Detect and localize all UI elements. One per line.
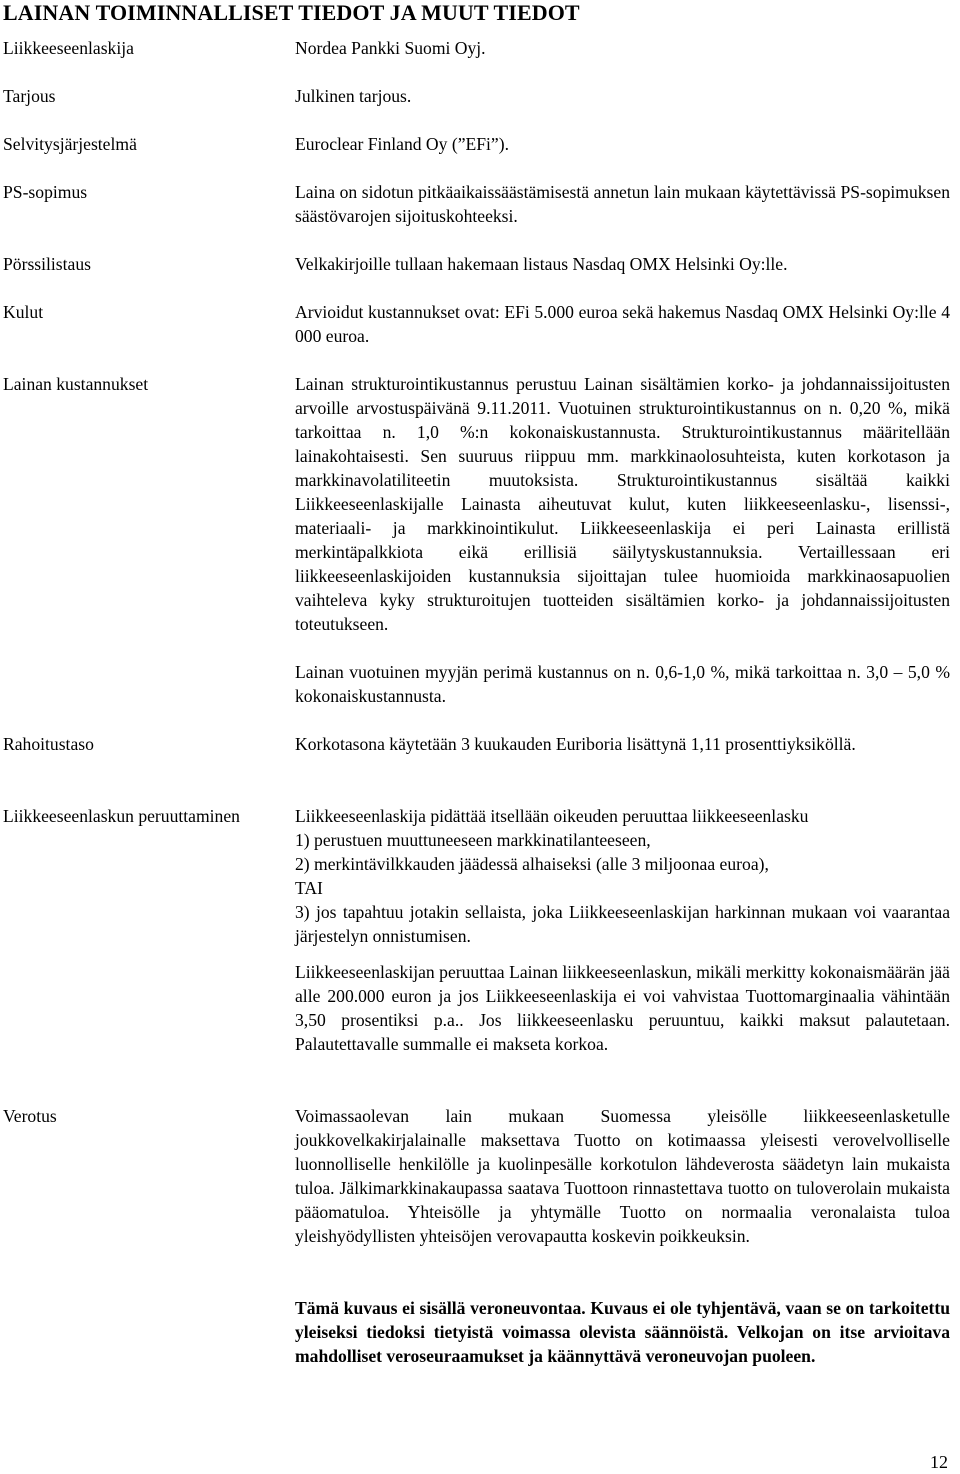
label-listing: Pörssilistaus (3, 254, 91, 274)
label-expenses: Kulut (3, 302, 44, 322)
value-cancellation-condition: Liikkeeseenlaskijan peruuttaa Lainan liikkeeseenlaskun, mikäli merkitty kokonaismäärän jää alle 200.000 euron ja jos Liikkeeseenlaskija ei voi vahvistaa Tuottomarginaalia vähintään 3,50 prosentiksi p.a.. Jos liikkeeseenlasku peruuntuu, kaikki maksut palautetaan. Palautettavalle summalle ei makseta korkoa. (295, 962, 950, 1054)
page-title: LAINAN TOIMINNALLISET TIEDOT JA MUUT TIEDOT (3, 0, 580, 25)
cancellation-item-3: 3) jos tapahtuu jotakin sellaista, joka Liikkeeseenlaskijan harkinnan mukaan voi vaarantaa järjestelyn onnistumisen. (295, 902, 950, 946)
value-funding-level: Korkotasona käytetään 3 kuukauden Euriboria lisättynä 1,11 prosenttiyksiköllä. (295, 734, 856, 754)
label-loan-costs: Lainan kustannukset (3, 374, 149, 394)
page-number: 12 (930, 1452, 948, 1472)
cancellation-item-1: 1) perustuen muuttuneeseen markkinatilanteeseen, (295, 830, 651, 850)
label-taxation: Verotus (3, 1106, 57, 1126)
label-issuer: Liikkeeseenlaskija (3, 38, 134, 58)
label-offer: Tarjous (3, 86, 56, 106)
label-clearing-system: Selvitysjärjestelmä (3, 134, 137, 154)
value-issuer: Nordea Pankki Suomi Oyj. (295, 38, 486, 58)
label-cancellation: Liikkeeseenlaskun peruuttaminen (3, 806, 240, 826)
value-loan-costs-seller: Lainan vuotuinen myyjän perimä kustannus on n. 0,6-1,0 %, mikä tarkoittaa n. 3,0 – 5,0 % kokonaiskustannusta. (295, 662, 950, 706)
value-cancellation-list (295, 804, 950, 948)
value-loan-costs: Lainan strukturointikustannus perustuu Lainan sisältämien korko- ja johdannaissijoitusten arvoille arvostuspäivänä 9.11.2011. Vuotuinen strukturointikustannus on n. 0,20 %, mikä tarkoittaa n. 1,0 %:n kokonaiskustannusta. Strukturointikustannus määritellään lainakohtaisesti. Sen suuruus riippuu mm. markkinaolosuhteista, kuten korkotason ja markkinavolatiliteetin muutoksista. Strukturointikustannus sisältää kaikki Liikkeeseenlaskijalle Lainasta aiheutuvat kulut, kuten liikkeeseenlasku-, lisenssi-, materiaali- ja markkinointikulut. Liikkeeseenlaskija ei peri Lainasta erillistä merkintäpalkkiota eikä erillisiä säilytyskustannuksia. Vertaillessaan eri liikkeeseenlaskijoiden kustannuksia sijoittajan tulee huomioida markkinaosapuolien vaihteleva kyky strukturoitujen tuotteiden sisältämien korko- ja johdannaissijoitusten toteutukseen. (295, 374, 950, 634)
value-listing: Velkakirjoille tullaan hakemaan listaus Nasdaq OMX Helsinki Oy:lle. (295, 254, 788, 274)
cancellation-or: TAI (295, 878, 323, 898)
value-ps-agreement: Laina on sidotun pitkäaikaissäästämisestä annetun lain mukaan käytettävissä PS-sopimuksen säästövarojen sijoituskohteeksi. (295, 182, 950, 226)
label-ps-agreement: PS-sopimus (3, 182, 88, 202)
value-expenses: Arvioidut kustannukset ovat: EFi 5.000 euroa sekä hakemus Nasdaq OMX Helsinki Oy:lle 4 000 euroa. (295, 302, 950, 346)
value-taxation: Voimassaolevan lain mukaan Suomessa yleisölle liikkeeseenlasketulle joukkovelkakirjalainalle maksettava Tuotto on kotimaassa yleisesti verovelvolliselle luonnolliselle henkilölle ja kuolinpesälle korkotulon lähdeverosta säädetyn lain mukaista tuloa. Jälkimarkkinakaupassa saatava Tuottoon rinnastettava tuotto on tuloverolain mukaista pääomatuloa. Yhteisölle ja yhtymälle Tuotto on normaalia veronalaista tuloa yleishyödyllisten yhteisöjen verovapautta koskevin poikkeuksin. (295, 1106, 950, 1246)
cancellation-item-2: 2) merkintävilkkauden jäädessä alhaiseksi (alle 3 miljoonaa euroa), (295, 854, 769, 874)
cancellation-intro: Liikkeeseenlaskija pidättää itsellään oikeuden peruuttaa liikkeeseenlasku (295, 806, 809, 826)
label-funding-level: Rahoitustaso (3, 734, 94, 754)
value-clearing-system: Euroclear Finland Oy (”EFi”). (295, 134, 509, 154)
value-offer: Julkinen tarjous. (295, 86, 412, 106)
value-taxation-disclaimer: Tämä kuvaus ei sisällä veroneuvontaa. Kuvaus ei ole tyhjentävä, vaan se on tarkoitettu yleiseksi tiedoksi tietyistä voimassa olevista säännöistä. Velkojan on itse arvioitava mahdolliset veroseuraamukset ja käännyttävä veroneuvojan puoleen. (295, 1298, 950, 1366)
